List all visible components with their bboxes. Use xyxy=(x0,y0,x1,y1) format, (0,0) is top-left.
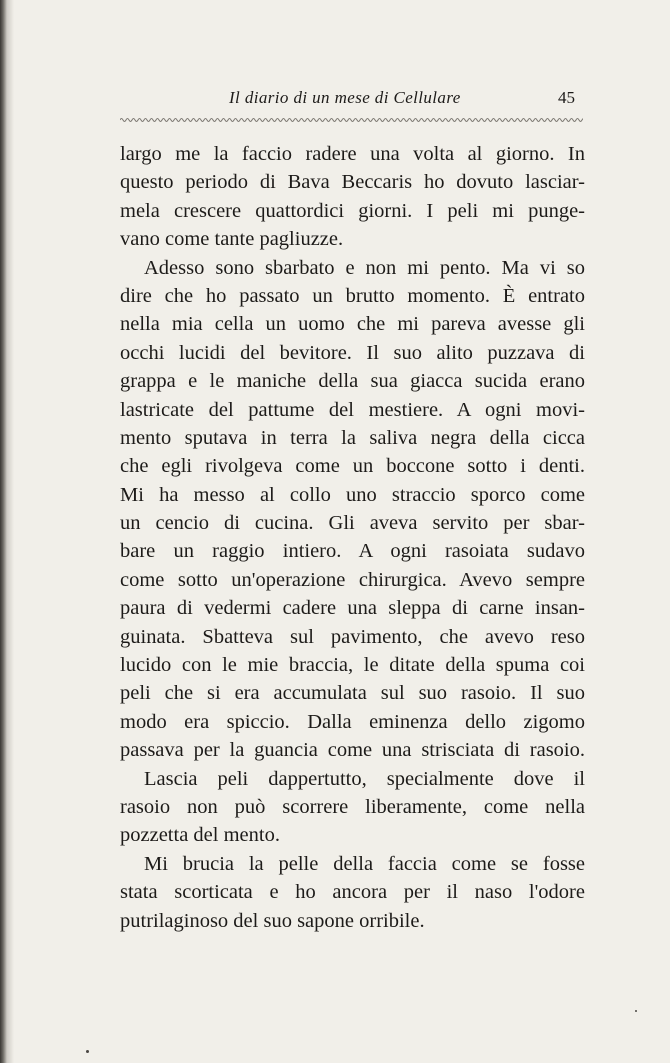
paper-speck xyxy=(86,1050,89,1053)
text-line: Mi ha messo al collo uno straccio sporco come xyxy=(120,483,585,506)
running-title: Il diario di un mese di Cellulare xyxy=(229,88,461,107)
text-line: nella mia cella un uomo che mi pareva avesse gli xyxy=(120,313,585,336)
text-line: occhi lucidi del bevitore. Il suo alito puzzava di xyxy=(120,341,585,364)
paragraph xyxy=(120,765,585,850)
page-number: 45 xyxy=(558,88,575,107)
text-line: lucido con le mie braccia, le ditate della spuma coi xyxy=(120,654,585,677)
text-line: passava per la guancia come una strisciata di rasoio. xyxy=(120,739,585,762)
text-line: lastricate del pattume del mestiere. A ogni movi- xyxy=(120,398,585,421)
text-line: come sotto un'operazione chirurgica. Avevo sempre xyxy=(120,568,585,591)
text-line: Adesso sono sbarbato e non mi pento. Ma vi so xyxy=(144,256,585,279)
book-spine-shadow xyxy=(0,0,14,1063)
text-line: Lascia peli dappertutto, specialmente dove il xyxy=(144,767,585,790)
text-line: largo me la faccio radere una volta al giorno. In xyxy=(120,143,585,165)
text-line: mela crescere quattordici giorni. I peli mi punge- xyxy=(120,199,585,222)
text-line: grappa e le maniche della sua giacca sucida erano xyxy=(120,370,585,393)
text-line: peli che si era accumulata sul suo rasoio. Il suo xyxy=(120,682,585,705)
text-line: vano come tante pagliuzze. xyxy=(120,228,344,251)
text-line: paura di vedermi cadere una sleppa di carne insan- xyxy=(120,597,585,620)
body-text xyxy=(120,140,585,935)
text-line: che egli rivolgeva come un boccone sotto i denti. xyxy=(120,455,585,478)
text-line: putrilaginoso del suo sapone orribile. xyxy=(120,909,425,932)
paragraph xyxy=(120,850,585,935)
text-line: stata scorticata e ho ancora per il naso l'odore xyxy=(120,881,585,904)
text-line: guinata. Sbatteva sul pavimento, che avevo reso xyxy=(120,625,585,648)
text-line: un cencio di cucina. Gli aveva servito per sbar- xyxy=(120,512,585,535)
text-line: mento sputava in terra la saliva negra della cicca xyxy=(120,426,585,449)
text-line: bare un raggio intiero. A ogni rasoiata sudavo xyxy=(120,540,585,563)
wavy-rule-divider xyxy=(120,114,583,126)
text-line: pozzetta del mento. xyxy=(120,824,280,847)
paper-speck xyxy=(635,1010,637,1012)
paragraph xyxy=(120,140,585,254)
text-line: dire che ho passato un brutto momento. È entrato xyxy=(120,284,585,307)
text-line: Mi brucia la pelle della faccia come se fosse xyxy=(144,852,585,875)
text-line: modo era spiccio. Dalla eminenza dello zigomo xyxy=(120,710,585,733)
text-line: questo periodo di Bava Beccaris ho dovuto lasciar- xyxy=(120,171,585,194)
paragraph xyxy=(120,254,585,765)
text-line: rasoio non può scorrere liberamente, come nella xyxy=(120,795,585,818)
